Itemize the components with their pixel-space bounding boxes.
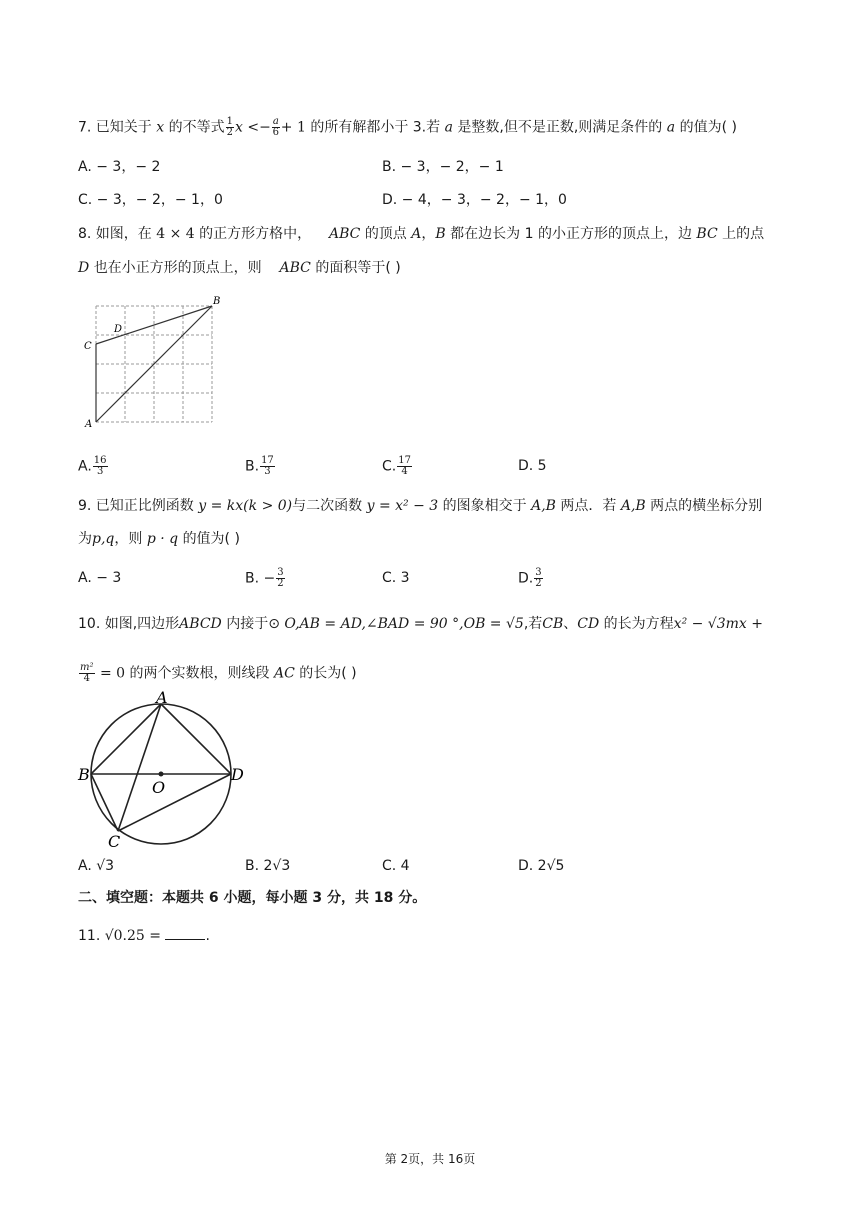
- q8-option-d: D. 5: [518, 458, 547, 474]
- q9-option-a: A. − 3: [78, 570, 122, 586]
- q10-line-2: $\frac{\text{m²}}{4}$ = 0 的两个实数根，则线段 AC 的长为( ): [80, 662, 357, 684]
- q10-option-c: C. 4: [382, 858, 410, 874]
- q8-line-2: D 也在小正方形的顶点上，则 ABC 的面积等于( ): [78, 260, 401, 276]
- svg-text:C: C: [108, 832, 121, 850]
- q7-option-a: A. − 3，− 2: [78, 159, 161, 175]
- q8-grid-figure: [80, 292, 230, 432]
- q10-option-a: A. √3: [78, 858, 115, 874]
- q7-option-c: C. − 3，− 2，− 1，0: [78, 192, 223, 208]
- svg-text:C: C: [84, 341, 92, 352]
- svg-text:D: D: [231, 765, 244, 784]
- q7-line: 7. 已知关于 x 的不等式 $\frac{1}{2}$ x <− $\frac{a}{6}$ + 1 的所有解都小于 3.若 a 是整数,但不是正数,则满足条件的 a 的值为( ): [78, 116, 737, 138]
- svg-text:B: B: [78, 765, 90, 784]
- q10-option-b: B. 2√3: [245, 858, 291, 874]
- q8-option-b: B. $\frac{17}{3}$: [245, 455, 274, 477]
- q11-line: 11. √0.25 = .: [78, 925, 210, 946]
- q7-option-b: B. − 3，− 2，− 1: [382, 159, 504, 175]
- svg-text:A: A: [156, 690, 168, 707]
- q9-option-c: C. 3: [382, 570, 410, 586]
- svg-text:A: A: [85, 419, 93, 430]
- q8-option-c: C. $\frac{17}{4}$: [382, 455, 411, 477]
- q8-option-a: A. $\frac{16}{3}$: [78, 455, 107, 477]
- q11-answer-blank[interactable]: [165, 925, 205, 940]
- svg-text:B: B: [213, 296, 221, 307]
- q10-line-1: 10. 如图,四边形ABCD 内接于⊙ O,AB = AD,∠BAD = 90 °,OB = √5,若CB、CD 的长为方程x² − √3mx +: [78, 616, 763, 632]
- q10-option-d: D. 2√5: [518, 858, 565, 874]
- q9-option-b: B. − $\frac{3}{2}$: [245, 567, 284, 589]
- svg-text:O: O: [152, 778, 166, 797]
- svg-text:D: D: [114, 324, 123, 335]
- q9-line-2: 为p,q，则 p · q 的值为( ): [78, 531, 240, 547]
- page-footer: 第 2页，共 16页: [384, 1152, 476, 1166]
- q8-line-1: 8. 如图，在 4 × 4 的正方形方格中， ABC 的顶点 A，B 都在边长为 1 的小正方形的顶点上，边 BC 上的点: [78, 226, 765, 242]
- section-2-title: 二、填空题：本题共 6 小题，每小题 3 分，共 18 分。: [78, 890, 427, 906]
- q7-frac-2: $\frac{a}{6}$: [272, 116, 279, 138]
- q9-line-1: 9. 已知正比例函数 y = kx(k > 0)与二次函数 y = x² − 3 的图象相交于 A,B 两点．若 A,B 两点的横坐标分别: [78, 498, 763, 514]
- q10-circle-figure: [74, 690, 254, 850]
- q7-frac-1: $\frac{1}{2}$: [226, 116, 233, 138]
- q9-option-d: D. $\frac{3}{2}$: [518, 567, 542, 589]
- q7-option-d: D. − 4，− 3，− 2，− 1，0: [382, 192, 567, 208]
